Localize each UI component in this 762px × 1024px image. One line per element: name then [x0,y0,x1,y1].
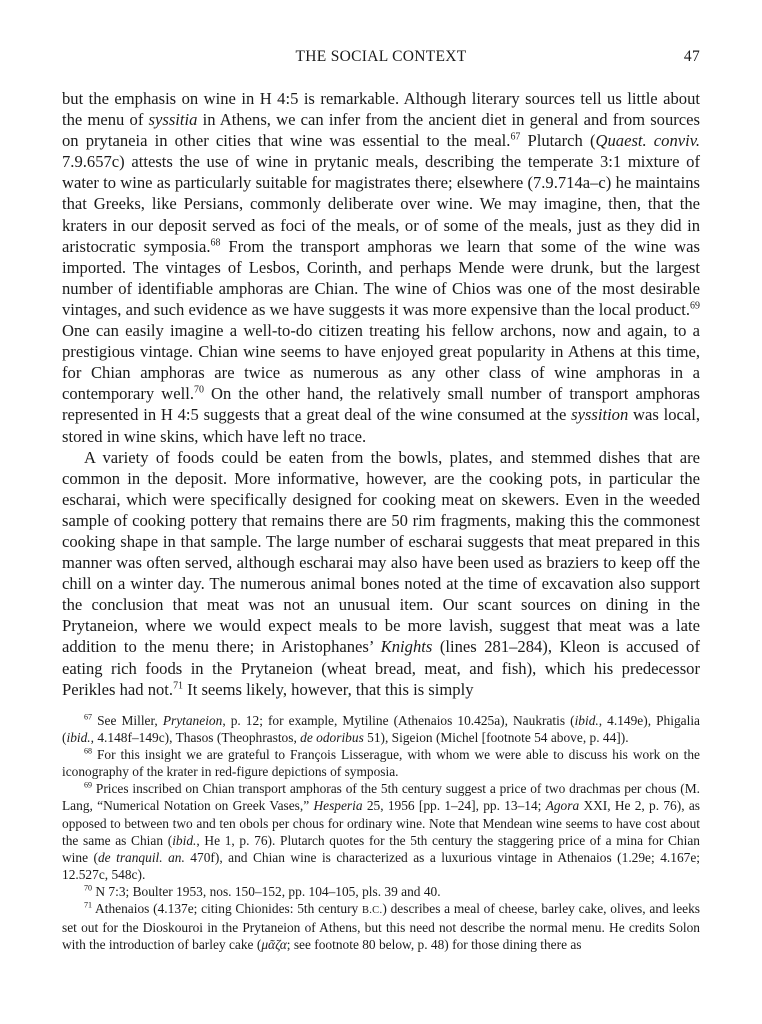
text-span: One can easily imagine a well-to-do citizen treating his fellow archons, now and again, to a prestigious vintage. Chian wine seems to have enjoyed great popularity in Athens at this time, for Chian amphoras are twice as numerous as any other class of wine amphoras in a contemporary well. [62,321,700,404]
text-span: was local, stored in wine skins, which have left no trace. [62,405,700,446]
footnote-ref-69[interactable]: 69 [690,300,700,312]
footnote-70 [62,883,700,900]
running-title: THE SOCIAL CONTEXT [295,48,467,65]
text-span: For this insight we are grateful to François Lisserague, with whom we were able to discuss his work on the iconography of the krater in red-figure depictions of symposia. [62,747,700,780]
italic-citation: ibid. [66,730,91,746]
footnote-number: 69 [84,780,93,790]
footnote-69 [62,780,700,883]
text-span: , 4.148f–149c), Thasos (Theophrastos, [90,730,301,746]
text-span: , p. 12; for example, Mytiline (Athenaios 10.425a), Naukratis ( [222,713,575,728]
text-span: (lines 281–284), Kleon is accused of eating rich foods in the Prytaneion (wheat bread, meat, and fish), which his predecessor Perikles had not. [62,637,701,699]
footnote-number: 67 [84,712,93,722]
main-text [62,88,700,700]
text-span: From the transport amphoras we learn that some of the wine was imported. The vintages of Lesbos, Corinth, and perhaps Mende were drunk, but the largest number of identifiable amphoras are Chian. The wine of Chios was one of the most desirable vintages, and such evidence as we have suggests it was more expensive than the local product. [62,236,700,319]
text-span: , He 1, p. 76). Plutarch quotes for the 5th century the staggering price of a mina for Chian wine ( [62,832,700,865]
text-span: 25, 1956 [pp. 1–24], pp. 13–14; [362,798,546,814]
italic-citation: Prytaneion [162,713,223,728]
italic-citation: Quaest. conviv. [595,131,701,151]
footnote-71 [62,900,700,953]
italic-citation: ibid. [574,713,599,728]
italic-term: syssitia [148,110,198,130]
text-span: A variety of foods could be eaten from the bowls, plates, and stemmed dishes that are common in the deposit. More informative, however, are the cooking pots, in particular the escharai, which were specifically designed for cooking meat on skewers. Even in the weeded sample of cooking pottery that remains there are 50 rim fragments, making this the commonest cooking shape in that sample. The large number of escharai suggests that meat prepared in this manner was often served, although escharai may also have been used as braziers to keep off the chill on a winter day. The numerous animal bones noted at the time of excavation also support the conclusion that meat was not an unusual item. Our scant sources on dining in the Prytaneion, where we would expect meals to be more lavish, suggest that meat was a late addition to the menu there; in Aristophanes’ [62,447,700,657]
running-header [62,48,700,72]
text-span: Prices inscribed on Chian transport amphoras of the 5th century suggest a price of two drachmas per chous (M. Lang, “Numerical Notation on Greek Vases,” [62,781,700,814]
small-caps-era: B.C. [362,905,383,917]
italic-citation: de tranquil. an. [97,849,185,865]
text-span: 470f), and Chian wine is characterized as a luxurious vintage in Athenaios (1.29e; 4.167e; 12.527c, 548c). [62,849,700,882]
footnote-ref-70[interactable]: 70 [193,384,204,396]
footnote-67 [62,712,700,746]
text-span: ) describes a meal of cheese, barley cake, olives, and leeks set out for the Dioskouroi in the Prytaneion of Athens, but this need not describe the normal menu. He credits Solon with the introduction of barley cake ( [62,901,700,953]
footnote-68 [62,746,700,780]
italic-term: syssition [571,405,629,425]
footnote-ref-68[interactable]: 68 [210,237,221,249]
page-number: 47 [683,48,700,65]
text-span: See Miller, [92,713,163,728]
text-span: in Athens, we can infer from the ancient diet in general and from sources on prytaneia in other cities that wine was essential to the meal. [62,110,700,151]
footnote-ref-71[interactable]: 71 [173,680,184,692]
footnote-number: 71 [84,900,93,910]
text-span: 51), Sigeion (Michel [footnote 54 above, p. 44]). [363,730,629,746]
text-span: 7.9.657c) attests the use of wine in prytanic meals, describing the temperate 3:1 mixture of water to wine as particularly suitable for magistrates there; elsewhere (7.9.714a–c) he maintains that Greeks, like Persians, commonly deliberate over wine. We may imagine, then, that the kraters in our deposit served as foci of the meals, or of some of the meals, just as they did in aristocratic symposia. [62,152,700,256]
text-span: , 4.149e), Phigalia ( [62,713,700,746]
footnote-ref-67[interactable]: 67 [510,131,521,143]
italic-citation: Hesperia [313,798,363,814]
text-span: Plutarch ( [520,131,596,151]
footnote-number: 68 [84,746,93,756]
greek-term: μᾶζα [261,937,287,953]
paragraph-foods [62,447,700,700]
text-span: It seems likely, however, that this is simply [183,679,474,699]
footnote-number: 70 [84,883,93,893]
italic-title: Knights [380,637,433,657]
paragraph-wine [62,88,700,447]
footnotes [62,712,700,953]
text-span: N 7:3; Boulter 1953, nos. 150–152, pp. 104–105, pls. 39 and 40. [92,883,441,899]
text-span: ; see footnote 80 below, p. 48) for those dining there as [286,937,582,953]
italic-citation: Agora [545,798,580,814]
italic-citation: de odoribus [300,730,364,746]
text-span: XXI, He 2, p. 76), as opposed to between two and ten obols per chous for ordinary wine. Note that Mendean wine seems to have cost about the same as Chian ( [62,798,700,848]
text-span: Athenaios (4.137e; citing Chionides: 5th century [92,901,363,917]
text-span: but the emphasis on wine in H 4:5 is remarkable. Although literary sources tell us little about the menu of [62,89,700,130]
text-span: On the other hand, the relatively small number of transport amphoras represented in H 4:5 suggests that a great deal of the wine consumed at the [62,384,701,425]
italic-citation: ibid. [172,832,197,848]
